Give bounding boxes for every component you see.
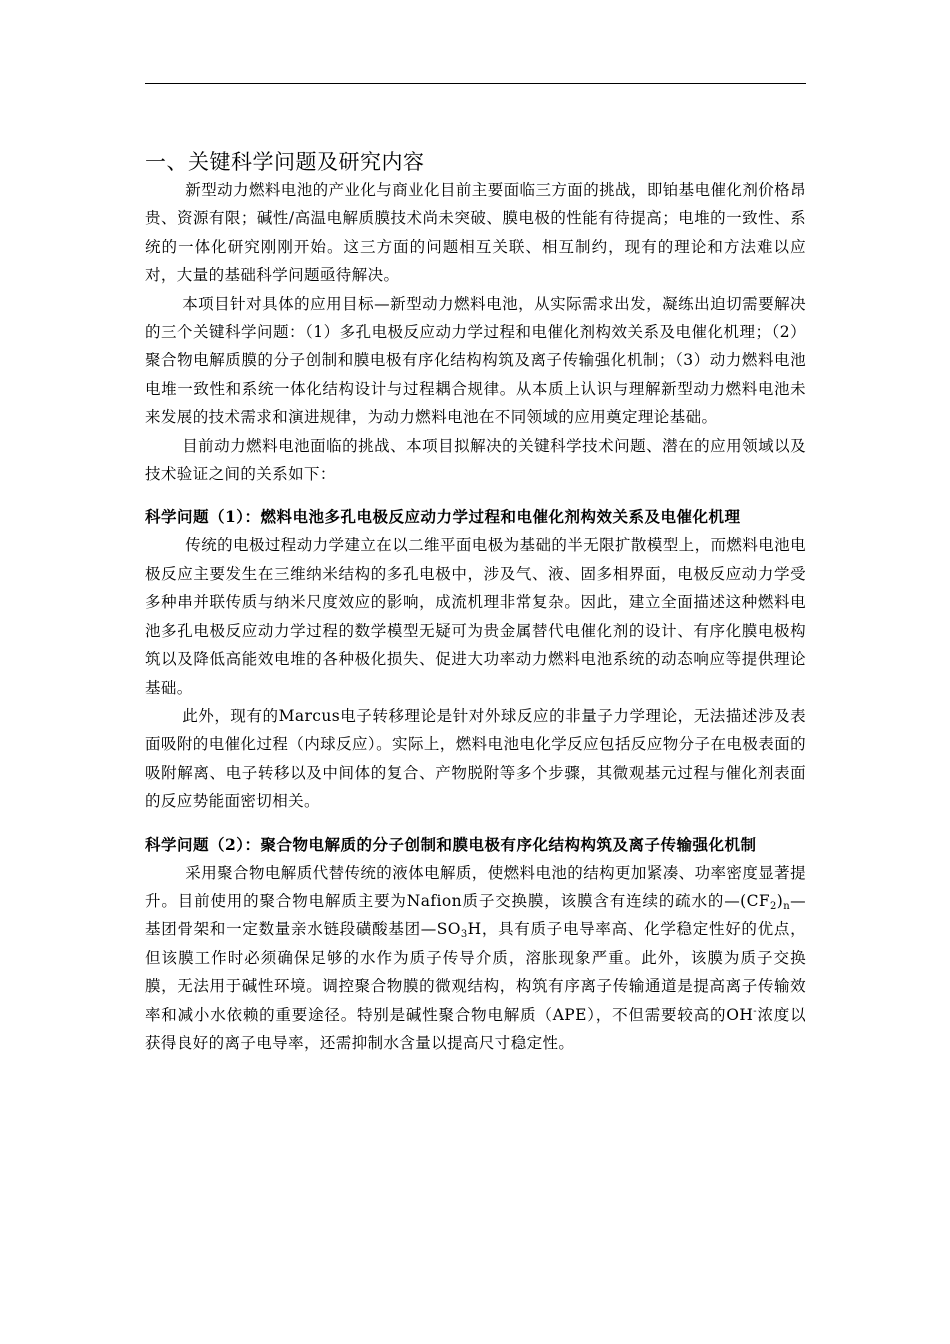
q2-text-d: H，具有质子电导率高、化学稳定性好的优点，但该膜工作时必须确保足够的水作为质子传导介质，溶胀现象严重。此外，该膜为质子交换膜，无法用于碱性环境。调控聚合物膜的微观结构，构筑有序离子传输通道是提高离子传输效率和减小水依赖的重要途径。特别是碱性聚合物电解质（APE），不但需要较高的OH xyxy=(145,920,807,1024)
question-2-title: 科学问题（2）：聚合物电解质的分子创制和膜电极有序化结构构筑及离子传输强化机制 xyxy=(145,834,757,854)
section-title: 一、关键科学问题及研究内容 xyxy=(145,150,425,174)
q2-subscript-3: 3 xyxy=(460,929,468,941)
q2-text-a: 采用聚合物电解质代替传统的液体电解质，使燃料电池的结构更加紧凑、功率密度显著提升。目前使用的聚合物电解质主要为Nafion质子交换膜，该膜含有连续的疏水的—(CF xyxy=(145,863,806,910)
question-2-paragraph-1 xyxy=(145,859,806,1058)
q2-subscript-2: 2 xyxy=(770,900,777,912)
intro-paragraph-2: 本项目针对具体的应用目标—新型动力燃料电池，从实际需求出发，凝练出迫切需要解决的三个关键科学问题：（1）多孔电极反应动力学过程和电催化剂构效关系及电催化机理；（2）聚合物电解质膜的分子创制和膜电极有序化结构构筑及离子传输强化机制；（3）动力燃料电池电堆一致性和系统一体化结构设计与过程耦合规律。从本质上认识与理解新型动力燃料电池未来发展的技术需求和演进规律，为动力燃料电池在不同领域的应用奠定理论基础。 xyxy=(145,294,806,427)
intro-paragraph-3: 目前动力燃料电池面临的挑战、本项目拟解决的关键科学技术问题、潜在的应用领域以及技术验证之间的关系如下： xyxy=(145,436,806,484)
q2-superscript-minus: - xyxy=(753,1005,758,1017)
document-body xyxy=(145,148,806,1057)
q2-subscript-n: n xyxy=(783,900,791,912)
question-1-paragraph-2: 此外，现有的Marcus电子转移理论是针对外球反应的非量子力学理论，无法描述涉及表面吸附的电催化过程（内球反应）。实际上，燃料电池电化学反应包括反应物分子在电极表面的吸附解离、电子转移以及中间体的复合、产物脱附等多个步骤，其微观基元过程与催化剂表面的反应势能面密切相关。 xyxy=(145,706,806,811)
header-rule xyxy=(145,83,806,84)
question-1-title: 科学问题（1）：燃料电池多孔电极反应动力学过程和电催化剂构效关系及电催化机理 xyxy=(145,507,741,527)
intro-paragraph-1: 新型动力燃料电池的产业化与商业化目前主要面临三方面的挑战，即铂基电催化剂价格昂贵、资源有限；碱性/高温电解质膜技术尚未突破、膜电极的性能有待提高；电堆的一致性、系统的一体化研究刚刚开始。这三方面的问题相互关联、相互制约，现有的理论和方法难以应对，大量的基础科学问题亟待解决。 xyxy=(145,181,806,285)
q2-text-b: ) xyxy=(776,891,784,910)
q2-text-c: —基团骨架和一定数量亲水链段磺酸基团—SO xyxy=(145,891,806,939)
question-1-paragraph-1: 传统的电极过程动力学建立在以二维平面电极为基础的半无限扩散模型上，而燃料电池电极反应主要发生在三维纳米结构的多孔电极中，涉及气、液、固多相界面，电极反应动力学受多种串并联传质与纳米尺度效应的影响，成流机理非常复杂。因此，建立全面描述这种燃料电池多孔电极反应动力学过程的数学模型无疑可为贵金属替代电催化剂的设计、有序化膜电极构筑以及降低高能效电堆的各种极化损失、促进大功率动力燃料电池系统的动态响应等提供理论基础。 xyxy=(145,536,806,697)
q2-text-e: 浓度以获得良好的离子电导率，还需抑制水含量以提高尺寸稳定性。 xyxy=(145,1005,807,1052)
